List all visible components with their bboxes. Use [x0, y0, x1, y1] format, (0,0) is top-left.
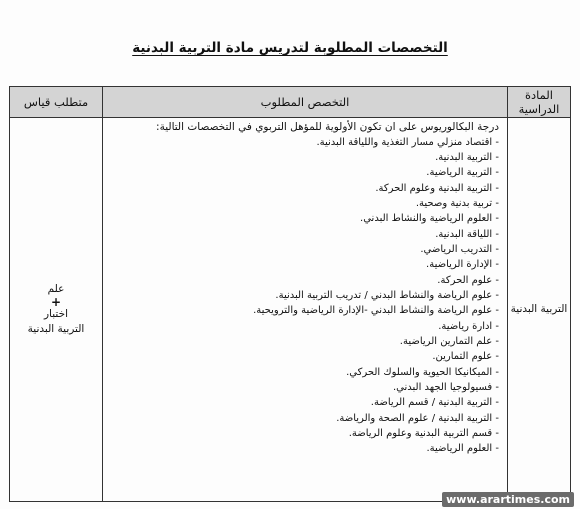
list-item: - ادارة رياضية.	[438, 320, 499, 332]
specialization-list	[109, 135, 499, 457]
list-item: - علوم التمارين.	[432, 351, 499, 363]
header-measurement: متطلب قياس	[10, 87, 103, 118]
measurement-line1: علم	[47, 283, 65, 295]
list-item: - التدريب الرياضي.	[420, 243, 499, 255]
list-item: - التربية البدنية وعلوم الحركة.	[375, 182, 499, 194]
measurement-line2: اختبار	[43, 308, 68, 320]
document-title	[0, 40, 580, 56]
list-item: - الإدارة الرياضية.	[426, 259, 499, 271]
list-item: - اللياقة البدنية.	[435, 228, 499, 240]
header-subject: المادة الدراسية	[508, 87, 571, 118]
list-item: - العلوم الرياضية والنشاط البدني.	[360, 213, 499, 225]
list-item: - تربية بدنية وصحية.	[415, 197, 499, 209]
header-specialization: التخصص المطلوب	[103, 87, 508, 118]
measurement-line3: التربية البدنية	[27, 323, 85, 335]
list-item: - التربية البدنية / قسم الرياضة.	[370, 397, 499, 409]
table-header-row	[10, 87, 571, 118]
cell-measurement	[10, 118, 103, 502]
list-item: - علوم الرياضة والنشاط البدني -الإدارة الرياضية والترويحية.	[253, 305, 499, 317]
table-row	[10, 118, 571, 502]
list-item: - التربية البدنية.	[435, 151, 499, 163]
list-item: - الميكانيكا الحيوية والسلوك الحركي.	[346, 366, 499, 378]
list-item: - التربية الرياضية.	[426, 167, 499, 179]
site-watermark: www.arartimes.com	[442, 492, 574, 507]
list-item: - علم التمارين الرياضية.	[399, 335, 499, 347]
list-item: - قسم التربية البدنية وعلوم الرياضة.	[348, 428, 499, 440]
specializations-table	[9, 86, 571, 502]
specialization-intro: درجة البكالوريوس على ان تكون الأولوية للمؤهل التربوي في التخصصات التالية:	[156, 121, 499, 133]
list-item: - التربية البدنية / علوم الصحة والرياضة.	[336, 412, 499, 424]
cell-specialization	[103, 118, 508, 502]
list-item: - فسيولوجيا الجهد البدني.	[392, 382, 499, 393]
list-item: - العلوم الرياضية.	[426, 443, 499, 455]
plus-sign: +	[50, 295, 62, 309]
list-item: - علوم الحركة.	[437, 274, 499, 286]
subject-text: التربية البدنية	[510, 303, 568, 315]
document-title-text: التخصصات المطلوبة لتدريس مادة التربية البدنية	[132, 40, 448, 56]
cell-subject	[508, 118, 571, 502]
list-item: - علوم الرياضة والنشاط البدني / تدريب التربية البدنية.	[275, 289, 499, 301]
list-item: - اقتصاد منزلي مسار التغذية واللياقة البدنية.	[316, 136, 499, 148]
